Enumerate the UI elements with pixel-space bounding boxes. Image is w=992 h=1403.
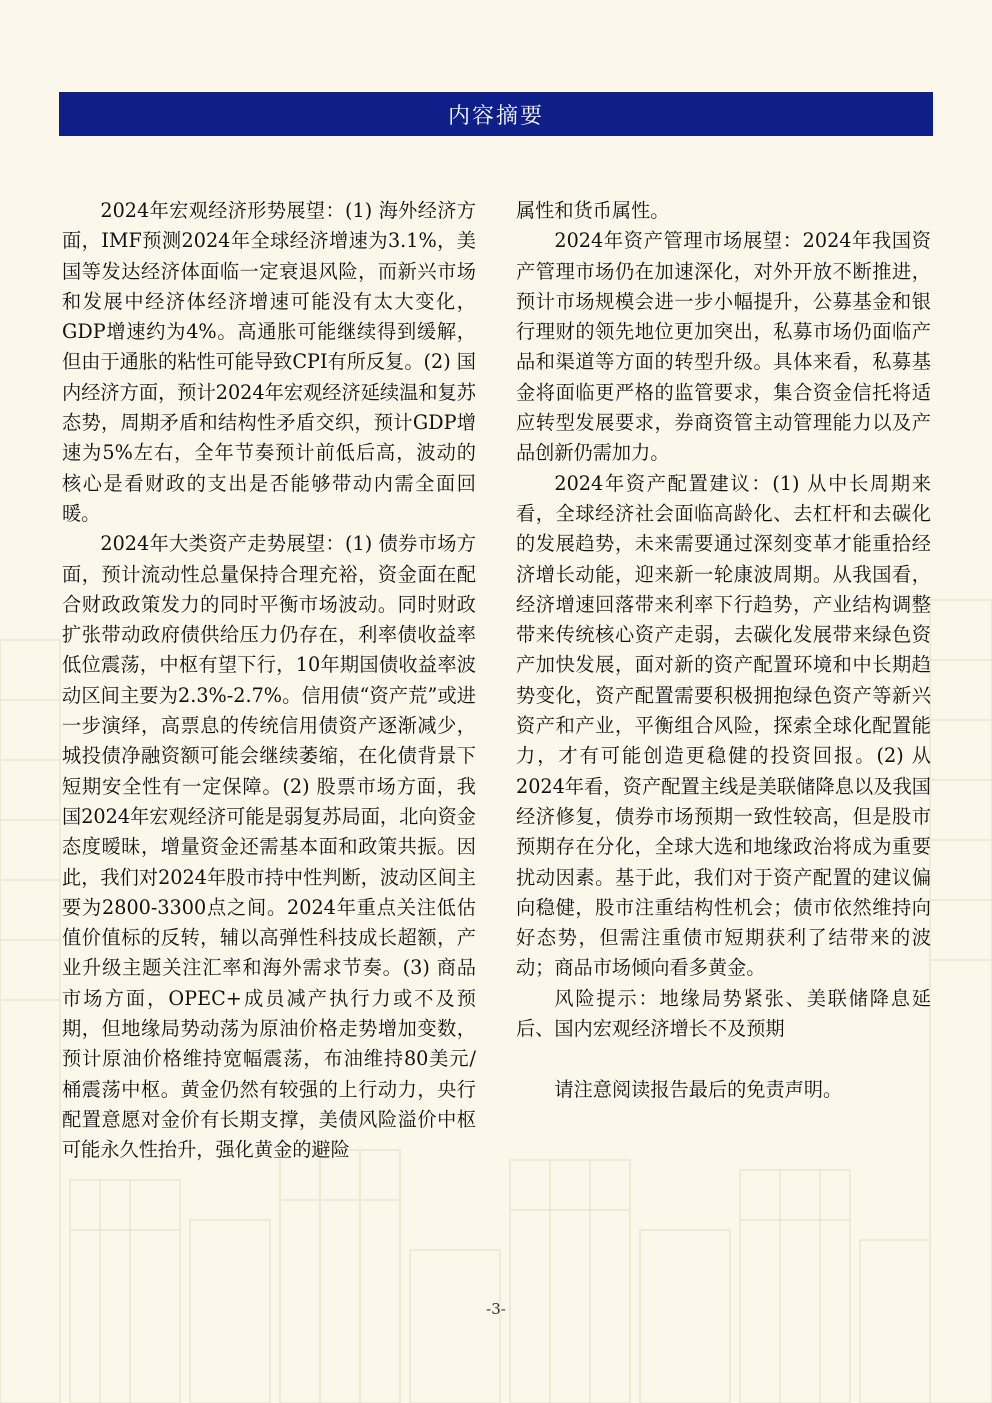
paragraph-asset-outlook: 2024年大类资产走势展望：(1) 债券市场方面，预计流动性总量保持合理充裕，资金面在配合财政政策发力的同时平衡市场波动。同时财政扩张带动政府债供给压力仍存在，利率债收益率低位震荡，中枢有望下行，10年期国债收益率波动区间主要为2.3%-2.7%。信用债“资产荒”或进一步演绎，高票息的传统信用债资产逐渐减少，城投债净融资额可能会继续萎缩，在化债背景下短期安全性有一定保障。(2) 股票市场方面，我国2024年宏观经济可能是弱复苏局面，北向资金态度暧昧，增量资金还需基本面和政策共振。因此，我们对2024年股市持中性判断，波动区间主要为2800-3300点之间。2024年重点关注低估值价值标的反转，辅以高弹性科技成长超额，产业升级主题关注汇率和海外需求节奏。(3) 商品市场方面，OPEC+成员减产执行力或不及预期，但地缘局势动荡为原油价格走势增加变数，预计原油价格维持宽幅震荡，布油维持80美元/桶震荡中枢。黄金仍然有较强的上行动力，央行配置意愿对金价有长期支撑，美债风险溢价中枢可能永久性抬升，强化黄金的避险 [62, 532, 476, 1162]
page-number: -3- [486, 1300, 506, 1318]
right-column [516, 196, 931, 1105]
paragraph-allocation-advice: 2024年资产配置建议：(1) 从中长周期来看，全球经济社会面临高龄化、去杠杆和去碳化的发展趋势，未来需要通过深刻变革才能重拾经济增长动能，迎来新一轮康波周期。从我国看，经济增速回落带来利率下行趋势，产业结构调整带来传统核心资产走弱，去碳化发展带来绿色资产加快发展，面对新的资产配置环境和中长期趋势变化，资产配置需要积极拥抱绿色资产等新兴资产和产业，平衡组合风险，探索全球化配置能力，才有可能创造更稳健的投资回报。(2) 从2024年看，资产配置主线是美联储降息以及我国经济修复，债券市场预期一致性较高，但是股市预期存在分化，全球大选和地缘政治将成为重要扰动因素。基于此，我们对于资产配置的建议偏向稳健，股市注重结构性机会；债市依然维持向好态势，但需注重债市短期获利了结带来的波动；商品市场倾向看多黄金。 [516, 471, 931, 980]
spacer [516, 1044, 931, 1074]
section-title: 内容摘要 [447, 103, 544, 129]
paragraph-risk-warning: 风险提示：地缘局势紧张、美联储降息延后、国内宏观经济增长不及预期 [516, 986, 931, 1041]
paragraph-asset-management-outlook: 2024年资产管理市场展望：2024年我国资产管理市场仍在加速深化，对外开放不断推进，预计市场规模会进一步小幅提升，公募基金和银行理财的领先地位更加突出，私募市场仍面临产品和渠道等方面的转型升级。具体来看，私募基金将面临更严格的监管要求，集合资金信托将适应转型发展要求，券商资管主动管理能力以及产品创新仍需加力。 [516, 229, 931, 465]
left-column [62, 196, 476, 1166]
paragraph-macro-outlook: 2024年宏观经济形势展望：(1) 海外经济方面，IMF预测2024年全球经济增速为3.1%，美国等发达经济体面临一定衰退风险，而新兴市场和发展中经济体经济增速可能没有太大变化，GDP增速约为4%。高通胀可能继续得到缓解，但由于通胀的粘性可能导致CPI有所反复。(2) 国内经济方面，预计2024年宏观经济延续温和复苏态势，周期矛盾和结构性矛盾交织，预计GDP增速为5%左右，全年节奏预计前低后高，波动的核心是看财政的支出是否能够带动内需全面回暖。 [62, 199, 476, 525]
paragraph-continuation: 属性和货币属性。 [516, 199, 670, 222]
section-title-bar [59, 92, 933, 136]
disclaimer-note: 请注意阅读报告最后的免责声明。 [554, 1077, 843, 1101]
